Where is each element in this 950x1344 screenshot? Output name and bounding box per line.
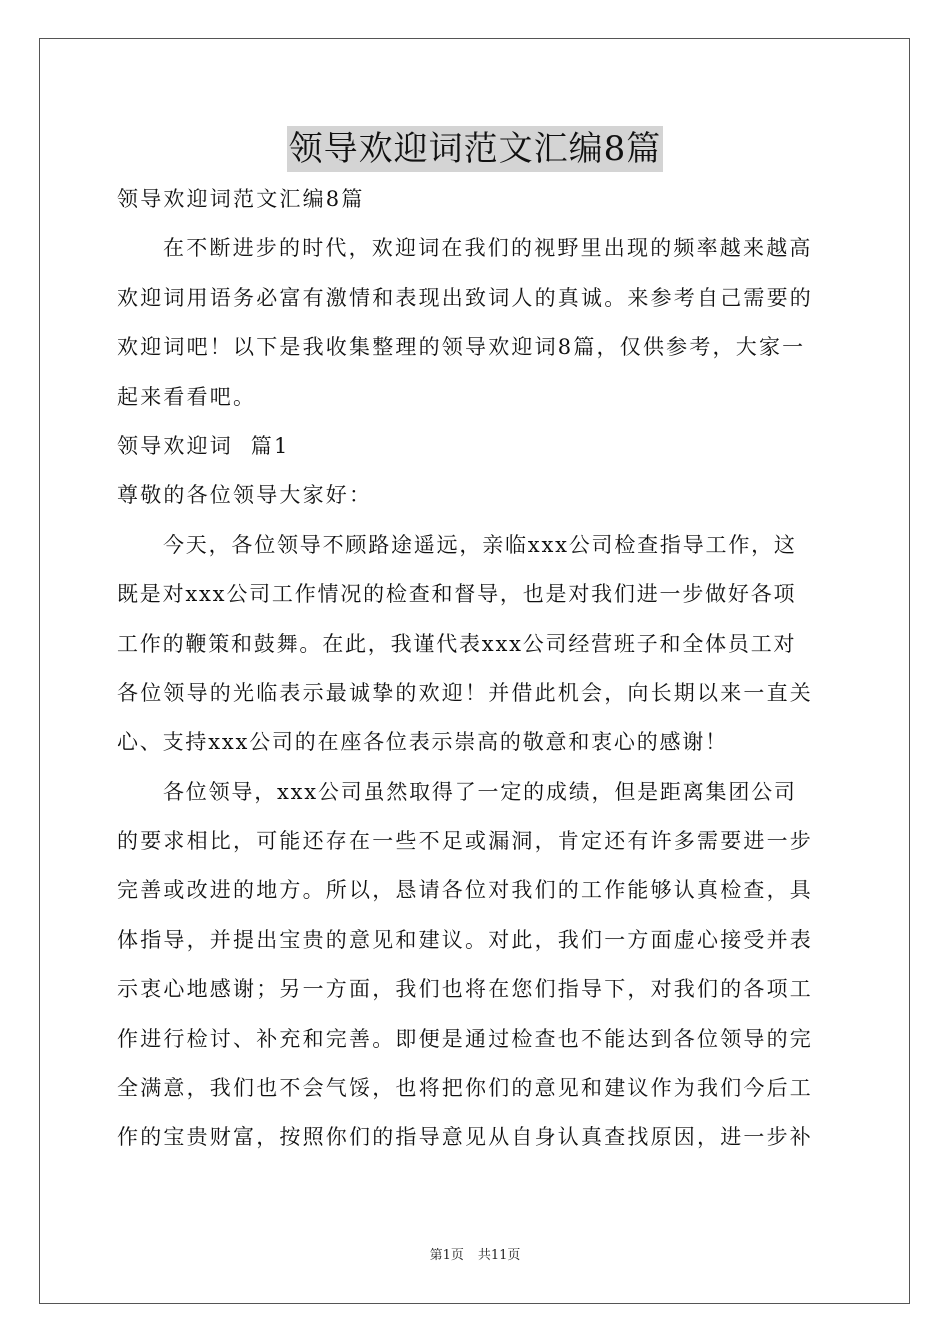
page-footer bbox=[0, 1247, 950, 1265]
page-number: 第1页 bbox=[429, 1248, 464, 1263]
text-line: 既是对xxx公司工作情况的检查和督导，也是对我们进一步做好各项 bbox=[117, 582, 797, 607]
text-line: 的要求相比，可能还存在一些不足或漏洞，肯定还有许多需要进一步 bbox=[117, 829, 813, 854]
text-line: 作的宝贵财富，按照你们的指导意见从自身认真查找原因，进一步补 bbox=[117, 1125, 813, 1150]
document-title bbox=[0, 126, 950, 172]
text-line: 欢迎词用语务必富有激情和表现出致词人的真诚。来参考自己需要的 bbox=[117, 285, 813, 310]
text-line: 起来看看吧。 bbox=[117, 384, 257, 409]
document-body bbox=[117, 175, 835, 1163]
section-heading: 领导欢迎词 篇1 bbox=[117, 433, 290, 458]
page-total: 共11页 bbox=[477, 1248, 521, 1263]
text-line: 在不断进步的时代，欢迎词在我们的视野里出现的频率越来越高 bbox=[163, 236, 813, 261]
document-title-text: 领导欢迎词范文汇编8篇 bbox=[287, 126, 664, 172]
text-line: 体指导，并提出宝贵的意见和建议。对此，我们一方面虚心接受并表 bbox=[117, 927, 813, 952]
text-line: 作进行检讨、补充和完善。即便是通过检查也不能达到各位领导的完 bbox=[117, 1026, 813, 1051]
text-line: 工作的鞭策和鼓舞。在此，我谨代表xxx公司经营班子和全体员工对 bbox=[117, 631, 797, 656]
text-line: 全满意，我们也不会气馁，也将把你们的意见和建议作为我们今后工 bbox=[117, 1076, 813, 1101]
text-line: 各位领导，xxx公司虽然取得了一定的成绩，但是距离集团公司 bbox=[163, 779, 797, 804]
salutation: 尊敬的各位领导大家好： bbox=[117, 483, 373, 508]
text-line: 各位领导的光临表示最诚挚的欢迎！并借此机会，向长期以来一直关 bbox=[117, 680, 813, 705]
text-line: 欢迎词吧！以下是我收集整理的领导欢迎词8篇，仅供参考，大家一 bbox=[117, 335, 806, 360]
text-line: 心、支持xxx公司的在座各位表示崇高的敬意和衷心的感谢！ bbox=[117, 730, 728, 755]
text-line: 今天，各位领导不顾路途遥远，亲临xxx公司检查指导工作，这 bbox=[163, 532, 797, 557]
text-line: 领导欢迎词范文汇编8篇 bbox=[117, 187, 365, 211]
text-line: 示衷心地感谢；另一方面，我们也将在您们指导下，对我们的各项工 bbox=[117, 977, 813, 1002]
text-line: 完善或改进的地方。所以，恳请各位对我们的工作能够认真检查，具 bbox=[117, 878, 813, 903]
